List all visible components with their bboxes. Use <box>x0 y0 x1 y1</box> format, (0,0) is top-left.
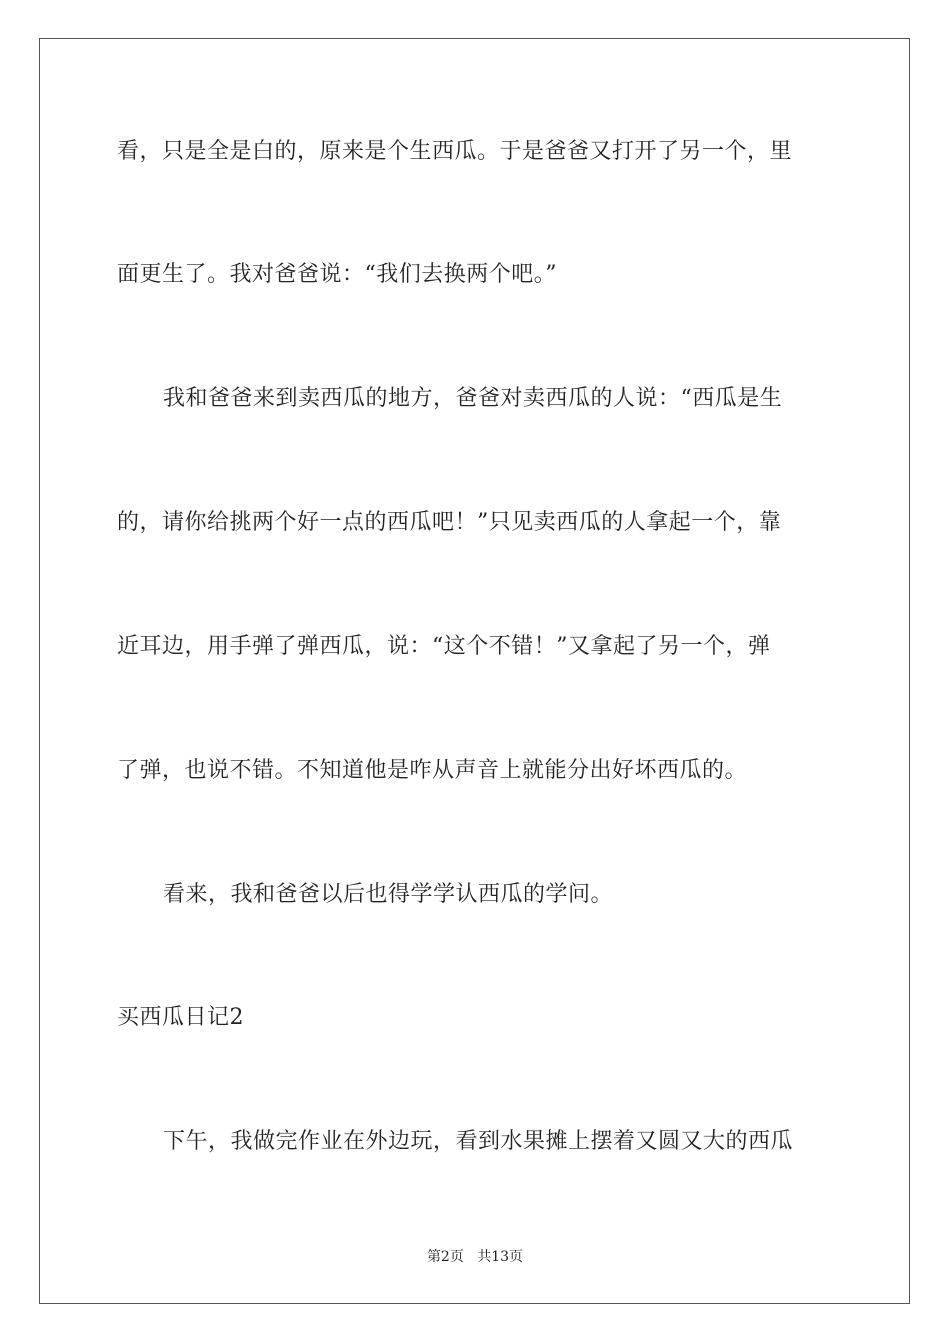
page-footer <box>0 1248 950 1266</box>
text-line: 面更生了。我对爸爸说：“我们去换两个吧。” <box>117 262 557 287</box>
text-line: 了弹，也说不错。不知道他是咋从声音上就能分出好坏西瓜的。 <box>117 758 748 783</box>
text-line: 的，请你给挑两个好一点的西瓜吧！”只见卖西瓜的人拿起一个，靠 <box>117 510 782 535</box>
paragraph-start-line: 下午，我做完作业在外边玩，看到水果摊上摆着又圆又大的西瓜 <box>163 1129 794 1154</box>
text-line: 看，只是全是白的，原来是个生西瓜。于是爸爸又打开了另一个，里 <box>117 139 793 164</box>
page-number: 第2页 <box>426 1249 464 1265</box>
page-border <box>39 38 910 1304</box>
paragraph-start-line: 我和爸爸来到卖西瓜的地方，爸爸对卖西瓜的人说：“西瓜是生 <box>163 386 783 411</box>
paragraph-start-line: 看来，我和爸爸以后也得学学认西瓜的学问。 <box>163 882 614 907</box>
total-pages: 共13页 <box>477 1249 524 1265</box>
section-heading: 买西瓜日记2 <box>117 1005 244 1030</box>
text-line: 近耳边，用手弹了弹西瓜，说：“这个不错！”又拿起了另一个，弹 <box>117 634 771 659</box>
